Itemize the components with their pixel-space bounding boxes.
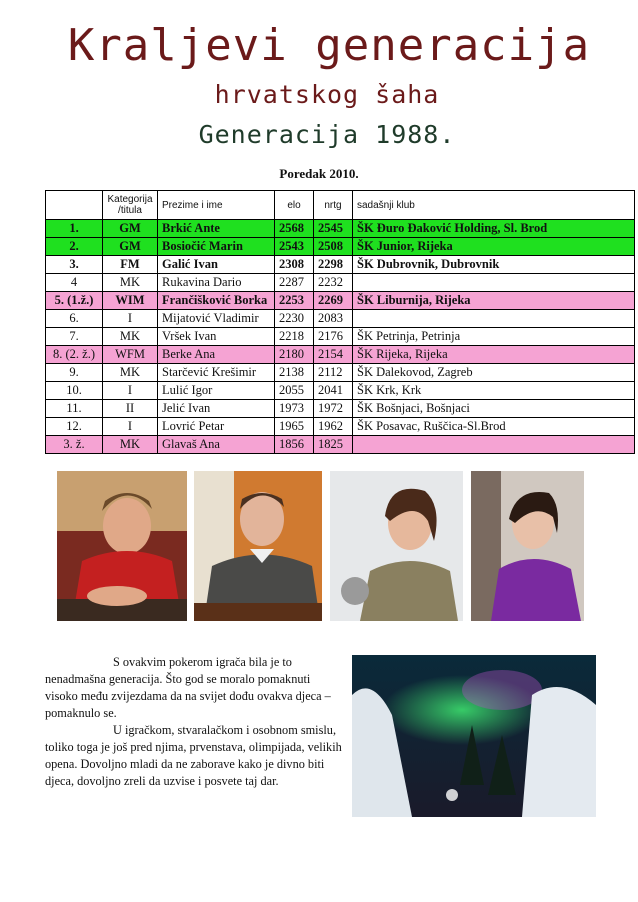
cell-club: ŠK Bošnjaci, Bošnjaci — [353, 400, 635, 418]
cell-elo: 2568 — [275, 220, 314, 238]
cell-nrtg: 2232 — [314, 274, 353, 292]
cell-title: I — [103, 382, 158, 400]
cell-rank: 6. — [46, 310, 103, 328]
header-title: Kategorija /titula — [103, 191, 158, 220]
cell-rank: 1. — [46, 220, 103, 238]
table-header-row — [46, 191, 635, 220]
cell-rank: 2. — [46, 238, 103, 256]
cell-title: FM — [103, 256, 158, 274]
cell-club: ŠK Đuro Đaković Holding, Sl. Brod — [353, 220, 635, 238]
table-row — [46, 328, 635, 346]
cell-nrtg: 2298 — [314, 256, 353, 274]
cell-nrtg: 2083 — [314, 310, 353, 328]
paragraph-2: U igračkom, stvaralačkom i osobnom smislu, toliko toga je još pred njima, prvenstava, olimpijada, velikih opena. Dovoljno mladi da ne zaborave kako je divno biti djeca, dovoljno zreli da uzvise i posvete taj dar. — [45, 723, 342, 788]
cell-title: MK — [103, 436, 158, 454]
cell-name: Bosiočić Marin — [158, 238, 275, 256]
table-row — [46, 220, 635, 238]
cell-rank: 7. — [46, 328, 103, 346]
cell-title: GM — [103, 238, 158, 256]
ranking-title: Poredak 2010. — [279, 166, 359, 181]
cell-name: Vršek Ivan — [158, 328, 275, 346]
cell-elo: 2308 — [275, 256, 314, 274]
cell-title: GM — [103, 220, 158, 238]
cell-title: WFM — [103, 346, 158, 364]
cell-club: ŠK Petrinja, Petrinja — [353, 328, 635, 346]
photo-player-4 — [471, 471, 584, 621]
cell-nrtg: 1962 — [314, 418, 353, 436]
header-elo: elo — [275, 191, 314, 220]
table-row — [46, 346, 635, 364]
cell-rank: 3. — [46, 256, 103, 274]
cell-rank: 8. (2. ž.) — [46, 346, 103, 364]
ranking-table — [45, 190, 635, 454]
cell-elo: 2218 — [275, 328, 314, 346]
table-row — [46, 292, 635, 310]
cell-elo: 2180 — [275, 346, 314, 364]
cell-rank: 4 — [46, 274, 103, 292]
cell-nrtg: 2545 — [314, 220, 353, 238]
cell-name: Mijatović Vladimir — [158, 310, 275, 328]
cell-elo: 1965 — [275, 418, 314, 436]
table-row — [46, 382, 635, 400]
cell-rank: 12. — [46, 418, 103, 436]
cell-title: MK — [103, 328, 158, 346]
cell-elo: 2543 — [275, 238, 314, 256]
cell-name: Starčević Krešimir — [158, 364, 275, 382]
table-row — [46, 436, 635, 454]
paragraph-1: S ovakvim pokerom igrača bila je to nenadmašna generacija. Što god se moralo pomaknuti visoko među zvijezdama da na svijet dođu ovakva djeca – pomaknulo se. — [45, 655, 331, 720]
cell-club — [353, 274, 635, 292]
cell-rank: 11. — [46, 400, 103, 418]
aurora-photo — [352, 655, 596, 817]
cell-club: ŠK Junior, Rijeka — [353, 238, 635, 256]
cell-rank: 5. (1.ž.) — [46, 292, 103, 310]
cell-nrtg: 2154 — [314, 346, 353, 364]
cell-elo: 2138 — [275, 364, 314, 382]
cell-club — [353, 310, 635, 328]
photo-player-3 — [330, 471, 463, 621]
header-rank — [46, 191, 103, 220]
cell-title: MK — [103, 364, 158, 382]
cell-nrtg: 2269 — [314, 292, 353, 310]
table-row — [46, 310, 635, 328]
cell-club: ŠK Dalekovod, Zagreb — [353, 364, 635, 382]
cell-elo: 2287 — [275, 274, 314, 292]
cell-title: II — [103, 400, 158, 418]
cell-elo: 2230 — [275, 310, 314, 328]
cell-nrtg: 1972 — [314, 400, 353, 418]
page-subtitle: hrvatskog šaha — [214, 80, 440, 109]
cell-name: Glavaš Ana — [158, 436, 275, 454]
photo-player-1 — [57, 471, 187, 621]
cell-elo: 2253 — [275, 292, 314, 310]
cell-name: Brkić Ante — [158, 220, 275, 238]
cell-name: Rukavina Dario — [158, 274, 275, 292]
table-row — [46, 256, 635, 274]
cell-club: ŠK Posavac, Ruščica-Sl.Brod — [353, 418, 635, 436]
cell-rank: 9. — [46, 364, 103, 382]
cell-title: I — [103, 310, 158, 328]
cell-club — [353, 436, 635, 454]
header-name: Prezime i ime — [158, 191, 275, 220]
cell-club: ŠK Rijeka, Rijeka — [353, 346, 635, 364]
table-row — [46, 400, 635, 418]
cell-title: WIM — [103, 292, 158, 310]
header-nrtg: nrtg — [314, 191, 353, 220]
table-row — [46, 238, 635, 256]
cell-name: Galić Ivan — [158, 256, 275, 274]
cell-club: ŠK Krk, Krk — [353, 382, 635, 400]
cell-nrtg: 1825 — [314, 436, 353, 454]
cell-nrtg: 2176 — [314, 328, 353, 346]
cell-name: Lulić Igor — [158, 382, 275, 400]
table-row — [46, 418, 635, 436]
table-row — [46, 364, 635, 382]
cell-elo: 2055 — [275, 382, 314, 400]
cell-title: I — [103, 418, 158, 436]
cell-name: Lovrić Petar — [158, 418, 275, 436]
cell-title: MK — [103, 274, 158, 292]
cell-name: Frančišković Borka — [158, 292, 275, 310]
cell-club: ŠK Dubrovnik, Dubrovnik — [353, 256, 635, 274]
cell-rank: 10. — [46, 382, 103, 400]
page-title: Kraljevi generacija — [67, 20, 591, 71]
cell-nrtg: 2112 — [314, 364, 353, 382]
cell-nrtg: 2508 — [314, 238, 353, 256]
cell-elo: 1856 — [275, 436, 314, 454]
cell-rank: 3. ž. — [46, 436, 103, 454]
header-club: sadašnji klub — [353, 191, 635, 220]
cell-elo: 1973 — [275, 400, 314, 418]
cell-name: Berke Ana — [158, 346, 275, 364]
article-text — [45, 654, 345, 790]
table-row — [46, 274, 635, 292]
photo-player-2 — [194, 471, 322, 621]
cell-name: Jelić Ivan — [158, 400, 275, 418]
cell-club: ŠK Liburnija, Rijeka — [353, 292, 635, 310]
generation-heading: Generacija 1988. — [198, 120, 456, 149]
cell-nrtg: 2041 — [314, 382, 353, 400]
